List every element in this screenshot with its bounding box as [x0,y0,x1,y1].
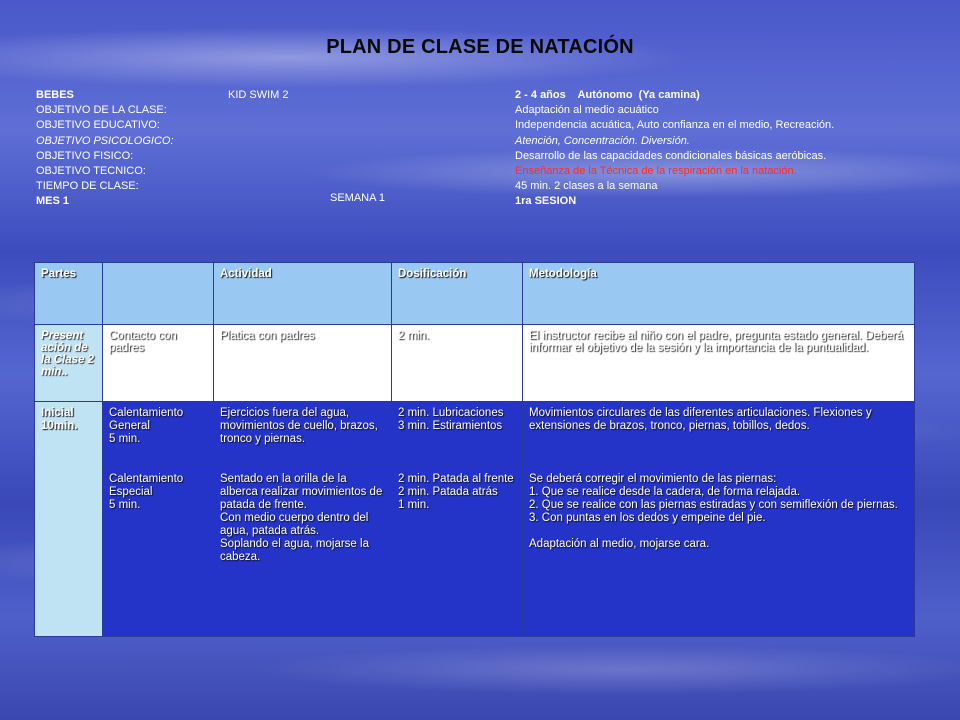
program-name: KID SWIM 2 [228,89,289,101]
objetivo-psicologico-label: OBJETIVO PSICOLOGICO: [36,134,174,147]
sub-calentamiento-general [103,402,214,468]
sub-general-label: Calentamiento General [109,407,184,432]
metodo-especial-6: Adaptación al medio, mojarse cara. [529,538,710,550]
metodo-especial [523,468,915,637]
actividad-general [214,402,392,468]
bebes-label: BEBES [36,89,74,101]
dosis-general [392,402,523,468]
sesion-value: 1ra SESION [515,195,577,208]
objetivo-fisico-value: Desarrollo de las capacidades condicionales básicas aeróbicas. [515,149,827,162]
metodo-presentacion: El instructor recibe al niño con el padre, pregunta estado general. Deberá informar el objetivo de la sesión y la importancia de la puntualidad. [523,325,915,402]
dosis-general-2: 3 min. Estiramientos [398,420,503,432]
header-actividad: Actividad [214,263,392,325]
metodo-especial-spacer [529,525,908,538]
table-header-row [35,263,915,325]
metodo-especial-4: 3. Con puntas en los dedos y empeine del pie. [529,512,766,524]
dosis-especial-1: 2 min. Patada al frente [398,473,514,485]
actividad-especial-1: Sentado en la orilla de la alberca realizar movimientos de patada de frente. [220,473,383,511]
table-row-calentamiento-especial [35,468,915,637]
dosis-general-1: 2 min. Lubricaciones [398,407,504,419]
sub-especial-time: 5 min. [109,499,141,511]
table-row-calentamiento-general [35,402,915,468]
actividad-especial [214,468,392,637]
page-title: PLAN DE CLASE DE NATACIÓN [326,36,634,58]
dosis-presentacion: 2 min. [392,325,523,402]
semana-label: SEMANA 1 [330,192,386,204]
sub-general-time: 5 min. [109,433,141,445]
parte-inicial [35,402,103,637]
dosis-especial-3: 1 min. [398,499,430,511]
objetivo-clase-value: Adaptación al medio acuático [515,104,659,117]
objetivo-psicologico-value: Atención, Concentración. Diversión. [515,134,690,147]
actividad-general-text: Ejercicios fuera del agua, movimientos de cuello, brazos, tronco y piernas. [220,407,378,445]
metodo-general [523,402,915,468]
values-column [515,88,834,210]
sub-calentamiento-especial [103,468,214,637]
labels-column [36,88,174,210]
actividad-especial-3: Soplando el agua, mojarse la cabeza. [220,538,369,563]
actividad-especial-2: Con medio cuerpo dentro del agua, patada atrás. [220,512,369,537]
sub-especial-label: Calentamiento Especial [109,473,184,498]
header-metodologia: Metodología [523,263,915,325]
header-partes: Partes [35,263,103,325]
metodo-especial-2: 1. Que se realice desde la cadera, de forma relajada. [529,486,801,498]
parte-presentacion: Present ación de la Clase 2 min.. [35,325,103,402]
tiempo-clase-label: TIEMPO DE CLASE: [36,180,139,193]
objetivo-clase-label: OBJETIVO DE LA CLASE: [36,104,167,117]
table-row-presentacion [35,325,915,402]
mes-label: MES 1 [36,195,70,208]
metodo-especial-1: Se deberá corregir el movimiento de las piernas: [529,473,777,485]
objetivo-fisico-label: OBJETIVO FISICO: [36,149,134,162]
objetivo-tecnico-value: Enseñanza de la Técnica de la respiración en la natación. [515,165,797,178]
metodo-especial-3: 2. Que se realice con las piernas estiradas y con semiflexión de piernas. [529,499,898,511]
dosis-especial-2: 2 min. Patada atrás [398,486,498,498]
dosis-especial [392,468,523,637]
objetivo-educativo-label: OBJETIVO EDUCATIVO: [36,119,160,132]
tiempo-clase-value: 45 min. 2 clases a la semana [515,180,658,193]
parte-inicial-label: Inicial 10min. [41,407,78,432]
header-blank [103,263,214,325]
objetivo-tecnico-label: OBJETIVO TECNICO: [36,165,146,178]
metodo-general-text: Movimientos circulares de las diferentes articulaciones. Flexiones y extensiones de brazos, tronco, piernas, tobillos, dedos. [529,407,872,432]
sub-contacto: Contacto con padres [103,325,214,402]
actividad-platica: Platica con padres [214,325,392,402]
header-dosificacion: Dosificación [392,263,523,325]
objetivo-educativo-value: Independencia acuática, Auto confianza en el medio, Recreación. [515,119,835,132]
plan-table [34,262,915,637]
edad-value: 2 - 4 años Autónomo (Ya camina) [515,89,700,101]
